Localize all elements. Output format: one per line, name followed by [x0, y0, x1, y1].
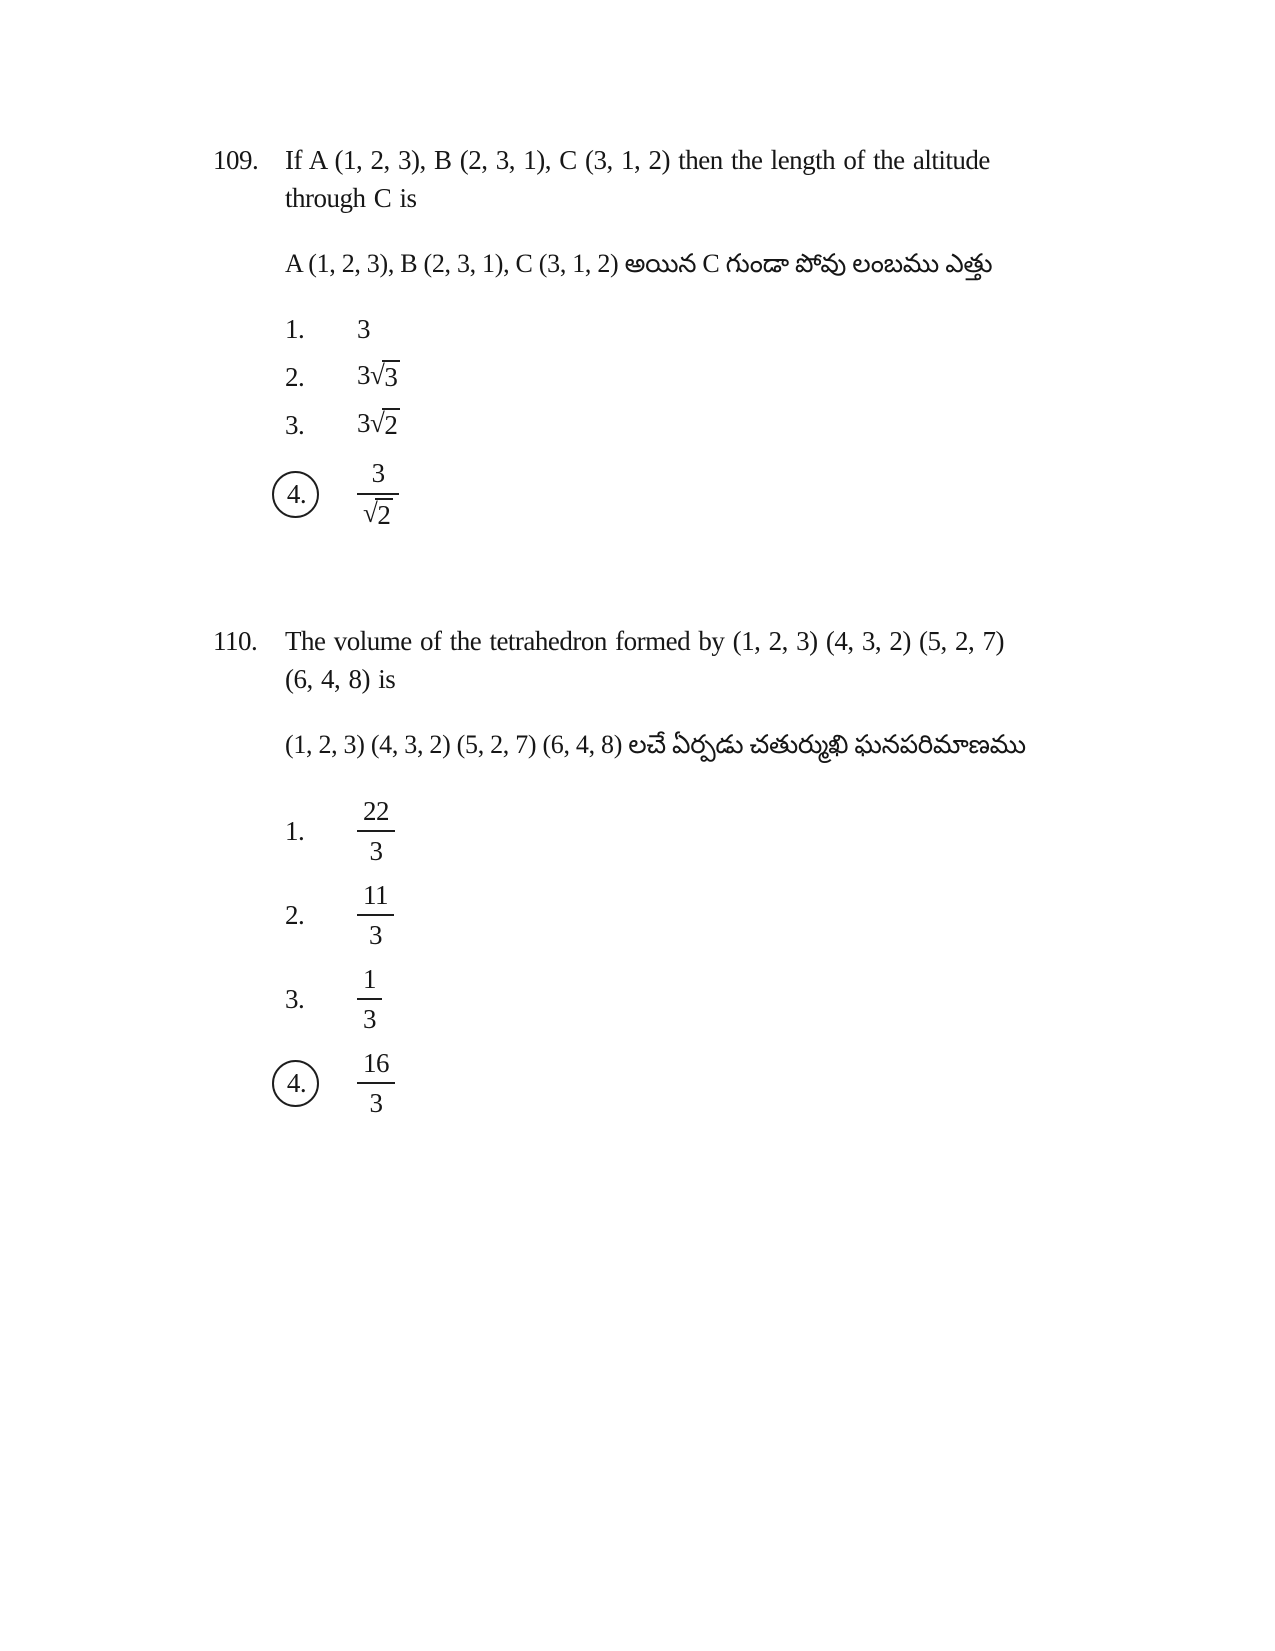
option-row-3	[285, 961, 1235, 1037]
fraction	[357, 457, 399, 530]
option-row-4-selected	[285, 456, 1235, 532]
option-row-2	[285, 360, 1235, 394]
options-list	[285, 312, 1235, 532]
question-text-telugu: A (1, 2, 3), B (2, 3, 1), C (3, 1, 2) అయిన C గుండా పోవు లంబము ఎత్తు	[285, 249, 993, 278]
radical-expression	[370, 408, 400, 441]
option-label: 3.	[285, 983, 305, 1014]
question-text-en-line1: If A (1, 2, 3), B (2, 3, 1), C (3, 1, 2) then the length of the altitude	[285, 145, 990, 175]
fraction-denominator: 3	[363, 1004, 376, 1034]
option-value: 3	[357, 313, 370, 344]
fraction-denominator: 3	[369, 1088, 383, 1118]
option-row-2	[285, 877, 1235, 953]
question-text-en-line1: The volume of the tetrahedron formed by (1, 2, 3) (4, 3, 2) (5, 2, 7)	[285, 626, 1005, 656]
radicand: 2	[382, 408, 400, 441]
option-label	[285, 1060, 357, 1107]
question-text-en-line2: (6, 4, 8) is	[285, 664, 396, 694]
option-label: 1.	[285, 313, 305, 344]
fraction	[357, 795, 395, 868]
question-text-en-line2: through C is	[285, 183, 417, 213]
radical-expression	[363, 498, 393, 531]
fraction-denominator: 3	[369, 920, 382, 950]
question-body	[285, 622, 1235, 1129]
option-label: 1.	[285, 815, 305, 846]
option-row-3	[285, 408, 1235, 442]
question-text-telugu: (1, 2, 3) (4, 3, 2) (5, 2, 7) (6, 4, 8) లచే ఏర్పడు చతుర్ముఖి ఘనపరిమాణము	[285, 730, 1026, 759]
fraction-numerator: 16	[357, 1047, 395, 1084]
radicand: 3	[382, 360, 400, 393]
options-list	[285, 793, 1235, 1121]
answer-circle: 4.	[272, 1060, 319, 1107]
fraction	[357, 963, 382, 1036]
option-value	[357, 408, 400, 441]
fraction	[357, 879, 394, 952]
option-label: 2.	[285, 899, 305, 930]
radicand: 2	[375, 498, 393, 531]
radical-sign: √	[370, 408, 385, 439]
fraction-numerator: 22	[357, 795, 395, 832]
answer-circle: 4.	[272, 471, 319, 518]
option-label: 2.	[285, 361, 305, 392]
coefficient: 3	[357, 360, 370, 391]
option-label	[285, 471, 357, 518]
question-110	[213, 622, 1235, 1129]
option-label: 3.	[285, 409, 305, 440]
fraction-numerator: 11	[357, 879, 394, 916]
fraction-denominator: 3	[369, 836, 383, 866]
question-number: 109.	[213, 145, 259, 175]
option-row-1	[285, 793, 1235, 869]
fraction-numerator: 3	[357, 457, 399, 494]
option-row-4-selected	[285, 1045, 1235, 1121]
question-body	[285, 141, 1235, 540]
fraction-denominator	[357, 495, 399, 531]
option-row-1	[285, 312, 1235, 346]
question-number: 110.	[213, 626, 258, 656]
radical-sign: √	[370, 360, 385, 391]
option-value	[357, 360, 400, 393]
question-109	[213, 141, 1235, 540]
fraction-numerator: 1	[357, 963, 382, 1000]
coefficient: 3	[357, 408, 370, 439]
fraction	[357, 1047, 395, 1120]
radical-sign: √	[363, 497, 378, 528]
radical-expression	[370, 360, 400, 393]
